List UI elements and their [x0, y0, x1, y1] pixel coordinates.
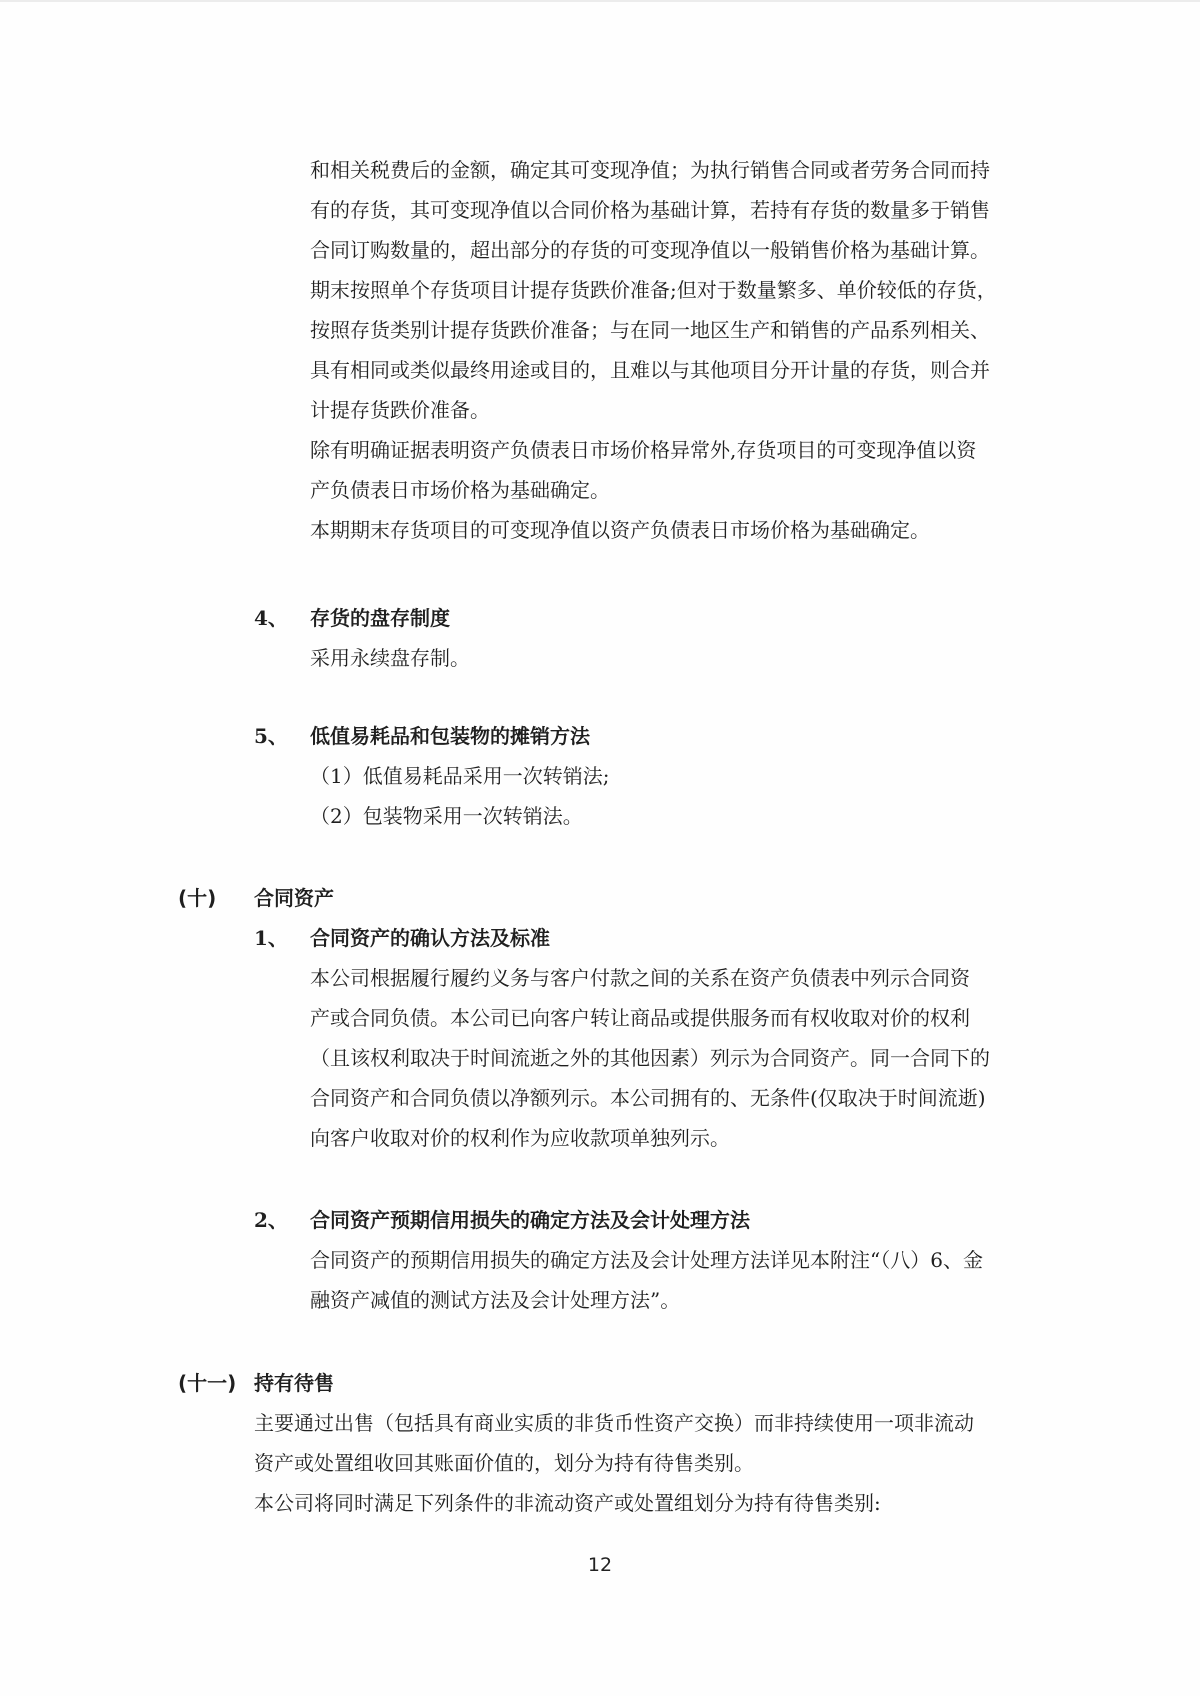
body-line: 和相关税费后的金额，确定其可变现净值；为执行销售合同或者劳务合同而持	[310, 158, 990, 182]
body-line: 产或合同负债。本公司已向客户转让商品或提供服务而有权收取对价的权利	[310, 1006, 970, 1030]
section-4-number: 4、	[254, 606, 288, 630]
body-line: 合同资产和合同负债以净额列示。本公司拥有的、无条件(仅取决于时间流逝)	[310, 1086, 986, 1110]
body-line: 期末按照单个存货项目计提存货跌价准备;但对于数量繁多、单价较低的存货，	[310, 278, 997, 302]
body-line: 除有明确证据表明资产负债表日市场价格异常外,存货项目的可变现净值以资	[310, 438, 977, 462]
section-5-heading	[0, 716, 1200, 756]
section-5-title: 低值易耗品和包装物的摊销方法	[310, 724, 590, 748]
body-line: 本公司将同时满足下列条件的非流动资产或处置组划分为持有待售类别:	[254, 1491, 881, 1515]
body-line: 按照存货类别计提存货跌价准备；与在同一地区生产和销售的产品系列相关、	[310, 318, 990, 342]
section-11-title: 持有待售	[254, 1371, 334, 1395]
body-line: （且该权利取决于时间流逝之外的其他因素）列示为合同资产。同一合同下的	[310, 1046, 990, 1070]
section-10-1-paragraph	[0, 958, 1200, 1158]
section-5-item: （1）低值易耗品采用一次转销法;	[310, 764, 610, 788]
market-price-paragraph	[0, 430, 1200, 510]
section-10-2-paragraph	[0, 1240, 1200, 1320]
section-10-2-number: 2、	[254, 1208, 288, 1232]
section-10-2-heading	[0, 1200, 1200, 1240]
body-line: 向客户收取对价的权利作为应收款项单独列示。	[310, 1126, 730, 1150]
body-line: 资产或处置组收回其账面价值的，划分为持有待售类别。	[254, 1451, 754, 1475]
body-line: 本期期末存货项目的可变现净值以资产负债表日市场价格为基础确定。	[310, 518, 930, 542]
section-5-item: （2）包装物采用一次转销法。	[310, 804, 583, 828]
body-line: 计提存货跌价准备。	[310, 398, 490, 422]
period-end-paragraph	[0, 510, 1200, 550]
section-10-2-title: 合同资产预期信用损失的确定方法及会计处理方法	[310, 1208, 750, 1232]
section-4-heading	[0, 598, 1200, 638]
section-4-title: 存货的盘存制度	[310, 606, 450, 630]
section-5-number: 5、	[254, 724, 288, 748]
page-number: 12	[587, 1554, 613, 1576]
body-line: 合同资产的预期信用损失的确定方法及会计处理方法详见本附注“（八）6、金	[310, 1248, 983, 1272]
intro-paragraph	[0, 150, 1200, 430]
section-10-1-heading	[0, 918, 1200, 958]
section-4-body: 采用永续盘存制。	[310, 646, 470, 670]
body-line: 具有相同或类似最终用途或目的，且难以与其他项目分开计量的存货，则合并	[310, 358, 990, 382]
section-10-title: 合同资产	[254, 886, 334, 910]
section-10-1-title: 合同资产的确认方法及标准	[310, 926, 550, 950]
body-line: 产负债表日市场价格为基础确定。	[310, 478, 610, 502]
section-11-label: (十一)	[178, 1371, 237, 1395]
section-10-heading	[0, 878, 1200, 918]
body-line: 合同订购数量的，超出部分的存货的可变现净值以一般销售价格为基础计算。	[310, 238, 990, 262]
body-line: 有的存货，其可变现净值以合同价格为基础计算，若持有存货的数量多于销售	[310, 198, 990, 222]
scan-edge-line	[0, 0, 1200, 2]
section-10-label: (十)	[178, 886, 217, 910]
body-line: 融资产减值的测试方法及会计处理方法”。	[310, 1288, 681, 1312]
section-11-heading	[0, 1363, 1200, 1403]
section-11-paragraph	[0, 1403, 1200, 1523]
body-line: 本公司根据履行履约义务与客户付款之间的关系在资产负债表中列示合同资	[310, 966, 970, 990]
section-10-1-number: 1、	[254, 926, 288, 950]
body-line: 主要通过出售（包括具有商业实质的非货币性资产交换）而非持续使用一项非流动	[254, 1411, 974, 1435]
